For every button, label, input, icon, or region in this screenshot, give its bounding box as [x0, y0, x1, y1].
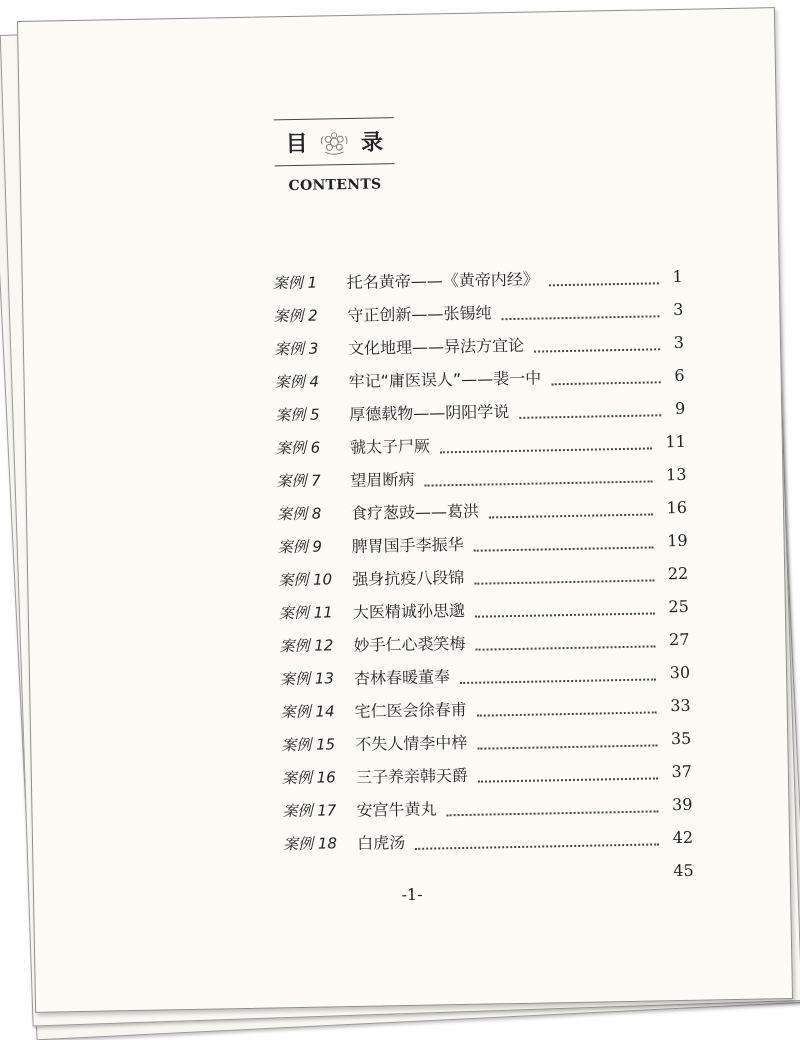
- toc-dot-leader: [425, 480, 653, 486]
- toc-case-title: 杏林春暖董奉: [353, 667, 451, 688]
- toc-case-title: 宅仁医会徐春甫: [354, 699, 467, 721]
- toc-dot-leader: [460, 678, 656, 684]
- toc-case-title: 三子养亲韩天爵: [355, 765, 469, 787]
- toc-dot-leader: [447, 810, 659, 816]
- toc-trailing-page-number: 45: [673, 860, 694, 881]
- contents-header: [274, 113, 396, 207]
- toc-case-title: 守正创新——张锡纯: [347, 303, 492, 326]
- toc-case-label: 案例 3: [273, 339, 319, 359]
- toc-case-label: 案例 8: [276, 504, 322, 524]
- toc-case-title: 白虎汤: [356, 833, 406, 853]
- toc-case-label: 案例 10: [278, 570, 333, 590]
- toc-dot-leader: [474, 546, 654, 551]
- toc-page-number: 33: [670, 695, 691, 716]
- toc-case-label: 案例 18: [282, 834, 338, 854]
- toc-dot-leader: [415, 843, 659, 849]
- toc-case-title: 厚德载物——阴阳学说: [349, 402, 510, 425]
- toc-page-number: 22: [667, 563, 689, 584]
- toc-case-title: 大医精诚孙思邈: [352, 600, 466, 622]
- toc-case-label: 案例 4: [274, 372, 320, 392]
- page-subtitle: CONTENTS: [288, 176, 382, 195]
- toc-case-label: 案例 9: [277, 537, 323, 557]
- toc-page-number: 3: [673, 299, 684, 320]
- toc-page-number: 27: [668, 629, 690, 650]
- toc-dot-leader: [549, 282, 659, 286]
- toc-page-number: 42: [672, 827, 694, 848]
- page-title: [274, 125, 395, 159]
- toc-dot-leader: [477, 744, 657, 749]
- toc-case-title: 虢太子尸厥: [349, 436, 431, 457]
- toc-case-label: 案例 2: [273, 306, 318, 326]
- toc-dot-leader: [478, 777, 658, 782]
- toc-page-number: 16: [666, 497, 688, 518]
- contents-page: [17, 7, 793, 1013]
- toc-case-label: 案例 6: [275, 438, 321, 458]
- title-char-right: 录: [360, 130, 386, 156]
- toc-dot-leader: [440, 447, 652, 453]
- toc-page-number: 1: [672, 266, 683, 287]
- toc-case-label: 案例 14: [280, 702, 335, 722]
- footer-page-number: -1-: [401, 884, 423, 905]
- header-rule-bottom: [275, 163, 395, 166]
- toc-dot-leader: [489, 513, 653, 518]
- title-char-left: 目: [285, 131, 310, 158]
- toc-case-label: 案例 7: [276, 471, 321, 491]
- flower-emblem-icon: [317, 130, 352, 159]
- toc-case-title: 托名黄帝——《黄帝内经》: [346, 269, 539, 293]
- toc-page-number: 25: [668, 596, 689, 617]
- toc-page-number: 19: [667, 530, 688, 551]
- toc-case-label: 案例 15: [281, 735, 336, 755]
- toc-page-number: 37: [671, 761, 693, 782]
- toc-page-number: 35: [670, 728, 692, 749]
- toc-case-label: 案例 12: [279, 636, 334, 656]
- toc-case-label: 案例 16: [281, 768, 336, 788]
- toc-dot-leader: [475, 612, 655, 617]
- toc-dot-leader: [552, 381, 661, 385]
- toc-case-title: 食疗葱豉——葛洪: [350, 501, 480, 523]
- toc-page-number: 11: [665, 431, 686, 452]
- toc-page-number: 30: [669, 662, 691, 683]
- toc-case-label: 案例 5: [275, 405, 320, 425]
- toc-case-title: 妙手仁心裘笑梅: [353, 633, 466, 655]
- toc-case-label: 案例 17: [282, 801, 337, 821]
- toc-dot-leader: [474, 579, 654, 584]
- toc-case-title: 强身抗疫八段锦: [352, 567, 465, 589]
- toc-case-title: 脾胃国手李振华: [351, 534, 464, 556]
- toc-dot-leader: [519, 414, 661, 419]
- header-rule-top: [274, 117, 394, 120]
- toc-page-number: 13: [665, 464, 687, 485]
- table-of-contents: [273, 260, 694, 894]
- toc-case-title: 不失人情李中梓: [355, 732, 468, 754]
- toc-case-title: 文化地理——异法方宜论: [347, 335, 525, 359]
- toc-dot-leader: [502, 315, 660, 320]
- toc-page-number: 9: [674, 398, 686, 419]
- toc-case-label: 案例 13: [279, 669, 335, 689]
- toc-dot-leader: [477, 711, 657, 716]
- toc-case-title: 望眉断病: [350, 469, 415, 490]
- toc-case-title: 安宫牛黄丸: [356, 799, 437, 820]
- toc-case-label: 案例 1: [272, 273, 318, 293]
- toc-page-number: 3: [673, 332, 685, 353]
- toc-case-title: 牢记“庸医误人”——裴一中: [348, 368, 542, 392]
- toc-page-number: 39: [671, 794, 693, 815]
- toc-dot-leader: [476, 645, 656, 650]
- toc-page-number: 6: [674, 365, 685, 386]
- toc-dot-leader: [534, 348, 660, 352]
- toc-case-label: 案例 11: [278, 603, 333, 623]
